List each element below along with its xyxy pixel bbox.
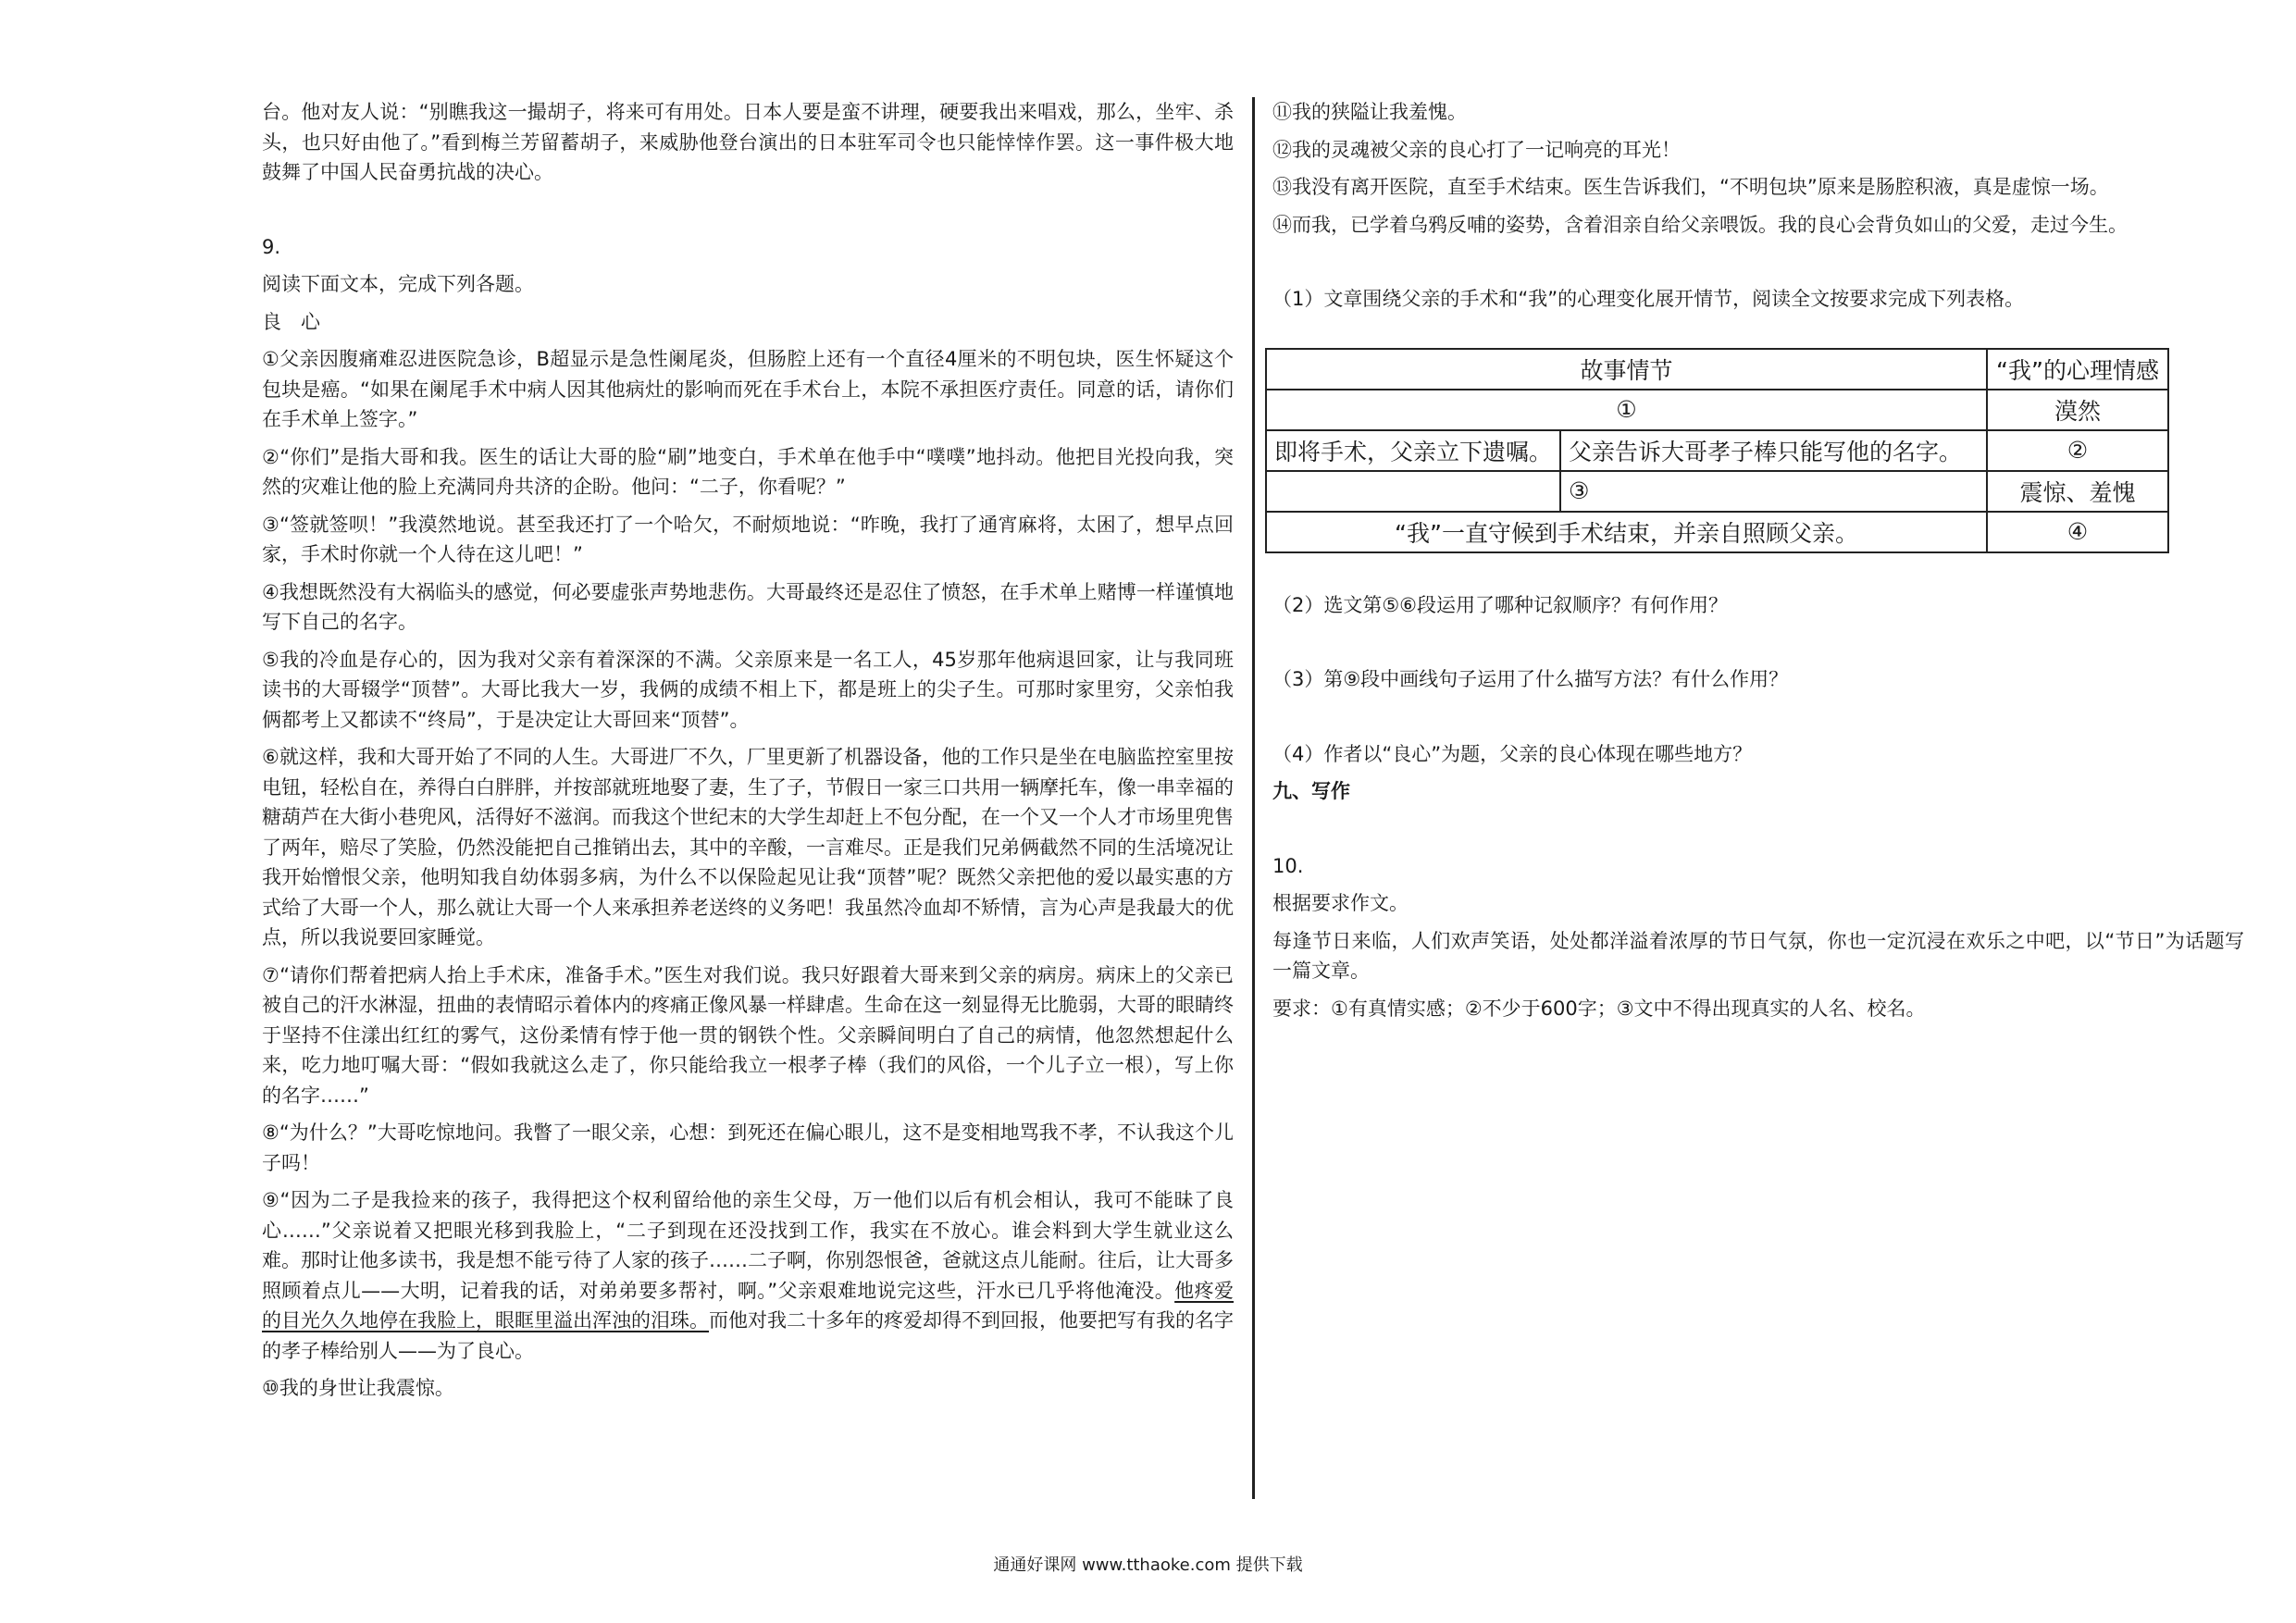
table-cell-plot-2b: 父亲告诉大哥孝子棒只能写他的名字。 [1560,430,1987,471]
plot-feeling-table [1265,348,2169,553]
table-header-plot: 故事情节 [1266,349,1987,390]
question-10-instruction: 根据要求作文。 [1272,892,1409,914]
paragraph-5: ⑤我的冷血是存心的，因为我对父亲有着深深的不满。父亲原来是一名工人，45岁那年他病退回家，让与我同班读书的大哥辍学“顶替”。大哥比我大一岁，我俩的成绩不相上下，都是班上的尖子生。可那时家里穷，父亲怕我俩都考上又都读不“终局”，于是决定让大哥回来“顶替”。 [262,648,1234,731]
table-cell-plot-4: “我”一直守候到手术结束，并亲自照顾父亲。 [1266,512,1987,552]
table-row [1266,390,2168,430]
paragraph-7: ⑦“请你们帮着把病人抬上手术床，准备手术。”医生对我们说。我只好跟着大哥来到父亲的病房。病床上的父亲已被自己的汗水淋湿，扭曲的表情昭示着体内的疼痛正像风暴一样肆虐。生命在这一刻显得无比脆弱，大哥的眼睛终于坚持不住漾出红红的雾气，这份柔情有悖于他一贯的钢铁个性。父亲瞬间明白了自己的病情，他忽然想起什么来，吃力地叮嘱大哥：“假如我就这么走了，你只能给我立一根孝子棒（我们的风俗，一个儿子立一根），写上你的名字……” [262,963,1234,1107]
table-row [1266,349,2168,390]
paragraph-11: ⑪我的狭隘让我羞愧。 [1272,101,1467,123]
table-cell-feeling-2: ② [1987,430,2168,471]
paragraph-6: ⑥就这样，我和大哥开始了不同的人生。大哥进厂不久，厂里更新了机器设备，他的工作只是坐在电脑监控室里按电钮，轻松自在，养得白白胖胖，并按部就班地娶了妻，生了子，节假日一家三口共用一辆摩托车，像一串幸福的糖葫芦在大街小巷兜风，活得好不滋润。而我这个世纪末的大学生却赶上不包分配，在一个又一个人才市场里兜售了两年，赔尽了笑脸，仍然没能把自己推销出去，其中的辛酸，一言难尽。正是我们兄弟俩截然不同的生活境况让我开始憎恨父亲，他明知我自幼体弱多病，为什么不以保险起见让我“顶替”呢？既然父亲把他的爱以最实惠的方式给了大哥一个人，那么就让大哥一个人来承担养老送终的义务吧！我虽然冷血却不矫情，言为心声是我最大的优点，所以我说要回家睡觉。 [262,746,1234,948]
paragraph-9 [262,1185,1234,1366]
article-title: 良 心 [262,310,320,333]
table-cell-feeling-4: ④ [1987,512,2168,552]
paragraph-8: ⑧“为什么？”大哥吃惊地问。我瞥了一眼父亲，心想：到死还在偏心眼儿，这不是变相地骂我不孝，不认我这个儿子吗！ [262,1121,1234,1174]
paragraph-3: ③“签就签呗！”我漠然地说。甚至我还打了一个哈欠，不耐烦地说：“昨晚，我打了通宵麻将，太困了，想早点回家，手术时你就一个人待在这儿吧！” [262,513,1234,565]
table-cell-feeling-1: 漠然 [1987,390,2168,430]
paragraph-4: ④我想既然没有大祸临头的感觉，何必要虚张声势地悲伤。大哥最终还是忍住了愤怒，在手术单上赌博一样谨慎地写下自己的名字。 [262,580,1234,633]
paragraph-9-underlined-sentence: 他疼爱的目光久久地停在我脸上，眼眶里溢出浑浊的泪珠。 [262,1279,1234,1332]
question-9-4: （4）作者以“良心”为题，父亲的良心体现在哪些地方？ [1272,742,1753,765]
table-cell-plot-2a: 即将手术，父亲立下遗嘱。 [1266,430,1560,471]
question-10-requirements: 要求：①有真情实感；②不少于600字；③文中不得出现真实的人名、校名。 [1272,997,1926,1020]
column-divider [1252,97,1255,1499]
question-10-number: 10. [1272,854,1304,877]
table-cell-plot-3a [1266,471,1560,512]
paragraph-1: ①父亲因腹痛难忍进医院急诊，B超显示是急性阑尾炎，但肠腔上还有一个直径4厘米的不明包块，医生怀疑这个包块是癌。“如果在阑尾手术中病人因其他病灶的影响而死在手术台上，本院不承担医疗责任。同意的话，请你们在手术单上签字。” [262,348,1234,430]
paragraph-9-text-a: ⑨“因为二子是我捡来的孩子，我得把这个权利留给他的亲生父母，万一他们以后有机会相认，我可不能昧了良心……”父亲说着又把眼光移到我脸上，“二子到现在还没找到工作，我实在不放心。谁会料到大学生就业这么难。那时让他多读书，我是想不能亏待了人家的孩子……二子啊，你别怨恨爸，爸就这点儿能耐。往后，让大哥多照顾着点儿——大明，记着我的话，对弟弟要多帮衬，啊。”父亲艰难地说完这些，汗水已几乎将他淹没。 [262,1189,1234,1302]
intro-paragraph: 台。他对友人说：“别瞧我这一撮胡子，将来可有用处。日本人要是蛮不讲理，硬要我出来唱戏，那么，坐牢、杀头，也只好由他了。”看到梅兰芳留蓄胡子，来威胁他登台演出的日本驻军司令也只能悻悻作罢。这一事件极大地鼓舞了中国人民奋勇抗战的决心。 [262,101,1234,183]
table-header-feeling: “我”的心理情感 [1987,349,2168,390]
table-cell-feeling-3: 震惊、羞愧 [1987,471,2168,512]
paragraph-10: ⑩我的身世让我震惊。 [262,1377,454,1399]
question-9-1: （1）文章围绕父亲的手术和“我”的心理变化展开情节，阅读全文按要求完成下列表格。 [1272,288,2025,310]
question-9-instruction: 阅读下面文本，完成下列各题。 [262,273,534,295]
table-row [1266,430,2168,471]
question-9-2: （2）选文第⑤⑥段运用了哪种记叙顺序？有何作用？ [1272,593,1729,616]
right-column [1272,97,2244,1023]
table-cell-plot-3b: ③ [1560,471,1987,512]
table-row [1266,471,2168,512]
left-column [262,97,1234,1404]
table-row [1266,512,2168,552]
question-10-prompt: 每逢节日来临，人们欢声笑语，处处都洋溢着浓厚的节日气氛，你也一定沉浸在欢乐之中吧，以“节日”为话题写一篇文章。 [1272,929,2244,982]
paragraph-13: ⑬我没有离开医院，直至手术结束。医生告诉我们，“不明包块”原来是肠腔积液，真是虚惊一场。 [1272,176,2109,198]
page-footer: 通通好课网 www.tthaoke.com 提供下载 [993,1555,1303,1575]
paragraph-12: ⑫我的灵魂被父亲的良心打了一记响亮的耳光！ [1272,138,1681,161]
paragraph-2: ②“你们”是指大哥和我。医生的话让大哥的脸“刷”地变白，手术单在他手中“噗噗”地抖动。他把目光投向我，突然的灾难让他的脸上充满同舟共济的企盼。他问：“二子，你看呢？” [262,445,1234,498]
question-9-3: （3）第⑨段中画线句子运用了什么描写方法？有什么作用？ [1272,668,1789,690]
table-cell-plot-1: ① [1266,390,1987,430]
question-9-number: 9. [262,235,281,258]
section-title-writing: 九、写作 [1272,780,1350,802]
paragraph-14: ⑭而我，已学着乌鸦反哺的姿势，含着泪亲自给父亲喂饭。我的良心会背负如山的父爱，走过今生。 [1272,213,2128,236]
paragraph-9-text-b: 而他对我二十多年的疼爱却得不到回报，他要把写有我的名字的孝子棒给别人——为了良心。 [262,1309,1234,1362]
